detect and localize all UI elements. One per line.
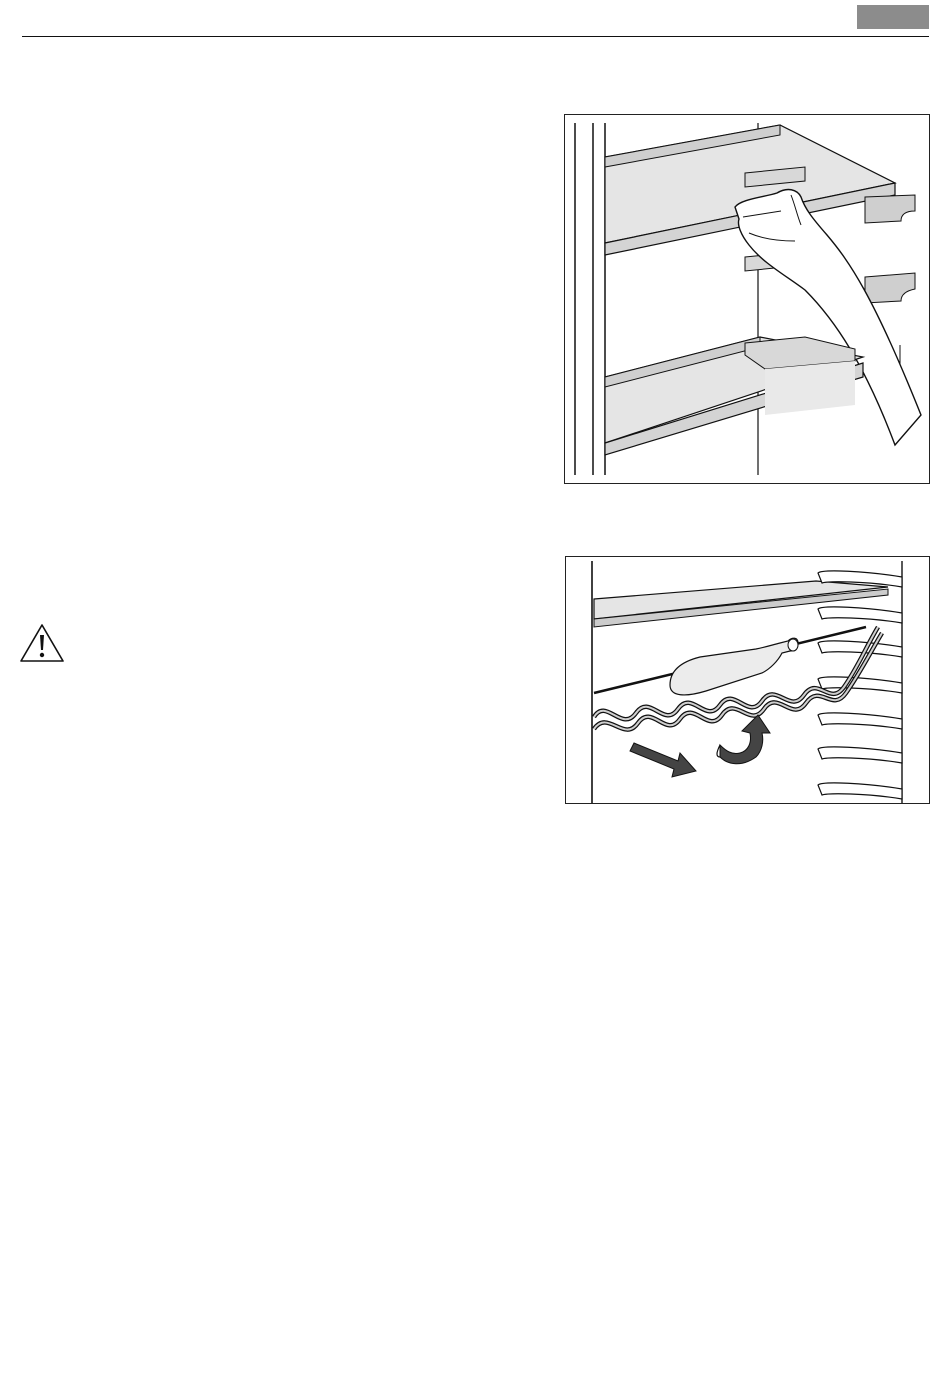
wine-rack-illustration (565, 556, 930, 804)
language-tab (857, 5, 929, 29)
shelf-removal-illustration (564, 114, 930, 484)
header-rule (22, 36, 929, 37)
shelf-hand-drawing (565, 115, 929, 483)
wine-rack-drawing (566, 557, 929, 803)
warning-triangle-icon (19, 623, 65, 663)
